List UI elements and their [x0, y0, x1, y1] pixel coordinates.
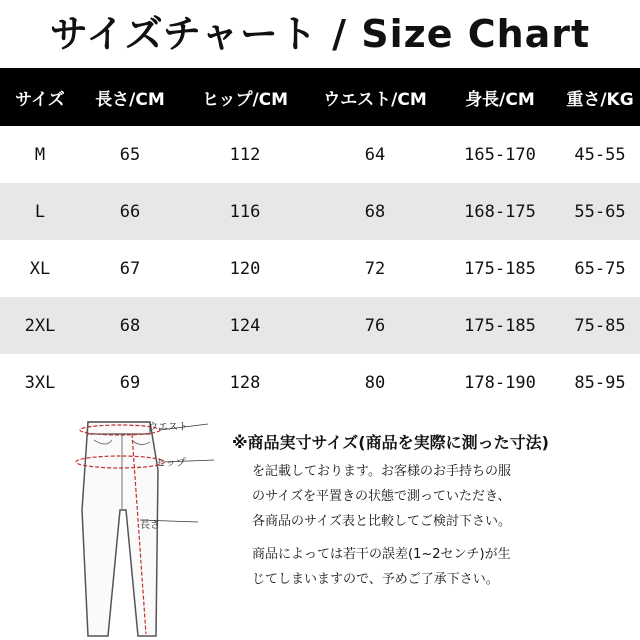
table-header — [0, 68, 640, 126]
note-title: ※商品実寸サイズ(商品を実際に測った寸法) — [232, 433, 549, 452]
cell-weight: 75-85 — [574, 315, 626, 336]
size-note — [232, 430, 632, 592]
cell-length: 67 — [119, 258, 141, 279]
cell-length: 65 — [119, 144, 141, 165]
cell-weight: 45-55 — [574, 144, 626, 165]
cell-waist: 76 — [364, 315, 386, 336]
table-row — [0, 183, 640, 240]
cell-length: 69 — [119, 372, 141, 393]
note-spacer — [232, 534, 632, 542]
table-row — [0, 297, 640, 354]
cell-length: 66 — [119, 201, 141, 222]
cell-hip: 112 — [229, 144, 261, 165]
cell-size: M — [34, 144, 46, 165]
cell-height: 175-185 — [464, 315, 536, 336]
cell-waist: 64 — [364, 144, 386, 165]
header-height: 身長/CM — [465, 89, 535, 110]
note-line: 商品によっては若干の誤差(1~2センチ)が生 — [252, 547, 511, 562]
cell-waist: 68 — [364, 201, 386, 222]
cell-height: 175-185 — [464, 258, 536, 279]
cell-height: 165-170 — [464, 144, 536, 165]
table-row — [0, 240, 640, 297]
cell-size: XL — [29, 258, 51, 279]
cell-weight: 65-75 — [574, 258, 626, 279]
cell-hip: 128 — [229, 372, 261, 393]
waist-label: ウエスト — [148, 422, 188, 433]
cell-hip: 120 — [229, 258, 261, 279]
cell-size: L — [34, 201, 46, 222]
note-line: を記載しております。お客様のお手持ちの服 — [252, 464, 511, 479]
header-length: 長さ/CM — [95, 89, 165, 110]
note-line: じてしまいますので、予めご了承下さい。 — [252, 572, 499, 587]
size-table — [0, 68, 640, 411]
cell-height: 178-190 — [464, 372, 536, 393]
cell-size: 2XL — [24, 315, 56, 336]
cell-weight: 85-95 — [574, 372, 626, 393]
cell-waist: 80 — [364, 372, 386, 393]
cell-waist: 72 — [364, 258, 386, 279]
hip-label: ヒップ — [156, 458, 186, 469]
cell-hip: 124 — [229, 315, 261, 336]
cell-length: 68 — [119, 315, 141, 336]
note-line: 各商品のサイズ表と比較してご検討下さい。 — [252, 514, 511, 529]
header-hip: ヒップ/CM — [201, 89, 289, 110]
note-line: のサイズを平置きの状態で測っていただき、 — [252, 489, 511, 504]
length-label: 長さ — [140, 520, 160, 531]
cell-weight: 55-65 — [574, 201, 626, 222]
cell-height: 168-175 — [464, 201, 536, 222]
header-weight: 重さ/KG — [566, 89, 634, 110]
page-title: サイズチャート / Size Chart — [49, 12, 591, 56]
header-waist: ウエスト/CM — [323, 89, 427, 110]
cell-hip: 116 — [229, 201, 261, 222]
cell-size: 3XL — [24, 372, 56, 393]
measurement-section — [0, 400, 640, 640]
table-row — [0, 126, 640, 183]
header-size: サイズ — [15, 89, 65, 110]
